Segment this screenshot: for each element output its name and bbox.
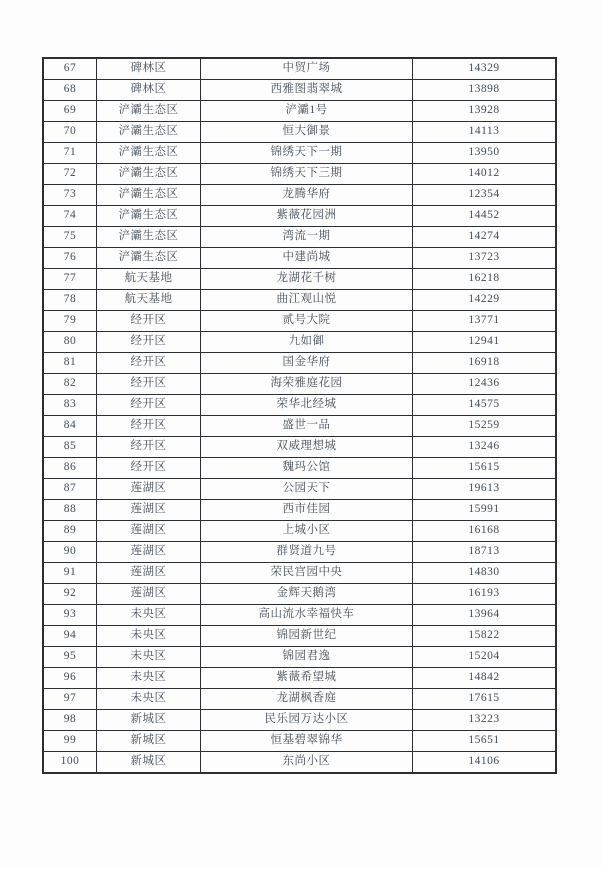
community-name-cell: 魏玛公馆 <box>201 458 413 479</box>
row-number-cell: 84 <box>43 416 97 437</box>
community-name-cell: 锦绣天下一期 <box>201 143 413 164</box>
price-cell: 13223 <box>413 710 557 731</box>
community-name-cell: 湾流一期 <box>201 227 413 248</box>
community-name-cell: 紫薇花园洲 <box>201 206 413 227</box>
row-number-cell: 82 <box>43 374 97 395</box>
price-cell: 13928 <box>413 101 557 122</box>
price-cell: 14113 <box>413 122 557 143</box>
row-number-cell: 87 <box>43 479 97 500</box>
table-row <box>43 227 556 248</box>
district-cell: 莲湖区 <box>97 563 201 584</box>
row-number-cell: 88 <box>43 500 97 521</box>
row-number-cell: 83 <box>43 395 97 416</box>
price-cell: 16168 <box>413 521 557 542</box>
district-cell: 浐灞生态区 <box>97 227 201 248</box>
price-table <box>42 57 557 774</box>
district-cell: 新城区 <box>97 731 201 752</box>
price-cell: 15204 <box>413 647 557 668</box>
district-cell: 新城区 <box>97 752 201 774</box>
table-row <box>43 269 556 290</box>
row-number-cell: 71 <box>43 143 97 164</box>
table-row <box>43 101 556 122</box>
row-number-cell: 90 <box>43 542 97 563</box>
row-number-cell: 77 <box>43 269 97 290</box>
price-cell: 14575 <box>413 395 557 416</box>
district-cell: 浐灞生态区 <box>97 101 201 122</box>
district-cell: 浐灞生态区 <box>97 185 201 206</box>
price-cell: 16918 <box>413 353 557 374</box>
district-cell: 未央区 <box>97 605 201 626</box>
price-cell: 14329 <box>413 58 557 80</box>
community-name-cell: 中建尚城 <box>201 248 413 269</box>
table-row <box>43 416 556 437</box>
community-name-cell: 龙湖花千树 <box>201 269 413 290</box>
district-cell: 经开区 <box>97 458 201 479</box>
community-name-cell: 东尚小区 <box>201 752 413 774</box>
table-row <box>43 710 556 731</box>
price-cell: 13771 <box>413 311 557 332</box>
district-cell: 经开区 <box>97 416 201 437</box>
table-row <box>43 521 556 542</box>
district-cell: 经开区 <box>97 311 201 332</box>
row-number-cell: 69 <box>43 101 97 122</box>
community-name-cell: 中贸广场 <box>201 58 413 80</box>
price-cell: 19613 <box>413 479 557 500</box>
community-name-cell: 民乐园万达小区 <box>201 710 413 731</box>
community-name-cell: 曲江观山悦 <box>201 290 413 311</box>
district-cell: 经开区 <box>97 395 201 416</box>
community-name-cell: 上城小区 <box>201 521 413 542</box>
row-number-cell: 80 <box>43 332 97 353</box>
district-cell: 莲湖区 <box>97 479 201 500</box>
price-cell: 13723 <box>413 248 557 269</box>
price-cell: 13950 <box>413 143 557 164</box>
district-cell: 航天基地 <box>97 290 201 311</box>
community-name-cell: 盛世一品 <box>201 416 413 437</box>
price-cell: 12354 <box>413 185 557 206</box>
community-name-cell: 锦绣天下三期 <box>201 164 413 185</box>
district-cell: 浐灞生态区 <box>97 122 201 143</box>
district-cell: 浐灞生态区 <box>97 248 201 269</box>
district-cell: 莲湖区 <box>97 584 201 605</box>
table-row <box>43 164 556 185</box>
price-cell: 15615 <box>413 458 557 479</box>
price-cell: 16218 <box>413 269 557 290</box>
community-name-cell: 恒大御景 <box>201 122 413 143</box>
district-cell: 莲湖区 <box>97 500 201 521</box>
community-name-cell: 贰号大院 <box>201 311 413 332</box>
community-name-cell: 九如御 <box>201 332 413 353</box>
district-cell: 经开区 <box>97 437 201 458</box>
row-number-cell: 89 <box>43 521 97 542</box>
community-name-cell: 浐灞1号 <box>201 101 413 122</box>
district-cell: 浐灞生态区 <box>97 206 201 227</box>
table-row <box>43 248 556 269</box>
price-cell: 15651 <box>413 731 557 752</box>
price-cell: 14452 <box>413 206 557 227</box>
row-number-cell: 70 <box>43 122 97 143</box>
row-number-cell: 96 <box>43 668 97 689</box>
price-cell: 18713 <box>413 542 557 563</box>
price-cell: 15822 <box>413 626 557 647</box>
table-row <box>43 143 556 164</box>
price-cell: 14229 <box>413 290 557 311</box>
table-row <box>43 122 556 143</box>
table-row <box>43 731 556 752</box>
price-cell: 14274 <box>413 227 557 248</box>
row-number-cell: 72 <box>43 164 97 185</box>
row-number-cell: 76 <box>43 248 97 269</box>
row-number-cell: 75 <box>43 227 97 248</box>
table-row <box>43 605 556 626</box>
community-name-cell: 西雅图翡翠城 <box>201 80 413 101</box>
price-cell: 13898 <box>413 80 557 101</box>
row-number-cell: 73 <box>43 185 97 206</box>
price-cell: 13964 <box>413 605 557 626</box>
row-number-cell: 74 <box>43 206 97 227</box>
district-cell: 碑林区 <box>97 58 201 80</box>
table-row <box>43 58 556 80</box>
district-cell: 未央区 <box>97 647 201 668</box>
row-number-cell: 100 <box>43 752 97 774</box>
table-row <box>43 206 556 227</box>
district-cell: 未央区 <box>97 626 201 647</box>
row-number-cell: 67 <box>43 58 97 80</box>
district-cell: 未央区 <box>97 689 201 710</box>
row-number-cell: 86 <box>43 458 97 479</box>
district-cell: 经开区 <box>97 374 201 395</box>
table-row <box>43 353 556 374</box>
community-name-cell: 龙湖枫香庭 <box>201 689 413 710</box>
row-number-cell: 91 <box>43 563 97 584</box>
community-name-cell: 公园天下 <box>201 479 413 500</box>
table-row <box>43 374 556 395</box>
price-cell: 15259 <box>413 416 557 437</box>
row-number-cell: 79 <box>43 311 97 332</box>
table-row <box>43 458 556 479</box>
district-cell: 新城区 <box>97 710 201 731</box>
community-name-cell: 荣华北经城 <box>201 395 413 416</box>
price-cell: 14842 <box>413 668 557 689</box>
community-name-cell: 恒基碧翠锦华 <box>201 731 413 752</box>
community-name-cell: 海荣雅庭花园 <box>201 374 413 395</box>
district-cell: 碑林区 <box>97 80 201 101</box>
row-number-cell: 92 <box>43 584 97 605</box>
table-row <box>43 311 556 332</box>
table-row <box>43 689 556 710</box>
table-row <box>43 290 556 311</box>
district-cell: 航天基地 <box>97 269 201 290</box>
price-cell: 12941 <box>413 332 557 353</box>
row-number-cell: 94 <box>43 626 97 647</box>
table-row <box>43 542 556 563</box>
table-row <box>43 668 556 689</box>
row-number-cell: 97 <box>43 689 97 710</box>
district-cell: 经开区 <box>97 332 201 353</box>
table-row <box>43 500 556 521</box>
district-cell: 莲湖区 <box>97 521 201 542</box>
table-row <box>43 563 556 584</box>
table-row <box>43 332 556 353</box>
price-cell: 15991 <box>413 500 557 521</box>
community-name-cell: 国金华府 <box>201 353 413 374</box>
district-cell: 经开区 <box>97 353 201 374</box>
price-cell: 17615 <box>413 689 557 710</box>
community-name-cell: 西市佳园 <box>201 500 413 521</box>
district-cell: 未央区 <box>97 668 201 689</box>
price-cell: 12436 <box>413 374 557 395</box>
row-number-cell: 98 <box>43 710 97 731</box>
row-number-cell: 95 <box>43 647 97 668</box>
table-row <box>43 752 556 774</box>
community-name-cell: 紫薇希望城 <box>201 668 413 689</box>
table-row <box>43 647 556 668</box>
row-number-cell: 85 <box>43 437 97 458</box>
price-cell: 14830 <box>413 563 557 584</box>
row-number-cell: 81 <box>43 353 97 374</box>
table-row <box>43 479 556 500</box>
community-name-cell: 群贤道九号 <box>201 542 413 563</box>
price-table-body <box>43 58 556 773</box>
row-number-cell: 93 <box>43 605 97 626</box>
table-row <box>43 395 556 416</box>
community-name-cell: 锦园君逸 <box>201 647 413 668</box>
price-cell: 16193 <box>413 584 557 605</box>
price-cell: 13246 <box>413 437 557 458</box>
district-cell: 浐灞生态区 <box>97 164 201 185</box>
table-row <box>43 584 556 605</box>
community-name-cell: 金辉天鹅湾 <box>201 584 413 605</box>
community-name-cell: 龙腾华府 <box>201 185 413 206</box>
price-cell: 14106 <box>413 752 557 774</box>
community-name-cell: 锦园新世纪 <box>201 626 413 647</box>
community-name-cell: 荣民宫园中央 <box>201 563 413 584</box>
table-row <box>43 626 556 647</box>
community-name-cell: 双威理想城 <box>201 437 413 458</box>
community-name-cell: 高山流水幸福快车 <box>201 605 413 626</box>
table-row <box>43 437 556 458</box>
table-row <box>43 80 556 101</box>
row-number-cell: 99 <box>43 731 97 752</box>
row-number-cell: 68 <box>43 80 97 101</box>
district-cell: 莲湖区 <box>97 542 201 563</box>
table-row <box>43 185 556 206</box>
row-number-cell: 78 <box>43 290 97 311</box>
district-cell: 浐灞生态区 <box>97 143 201 164</box>
price-cell: 14012 <box>413 164 557 185</box>
